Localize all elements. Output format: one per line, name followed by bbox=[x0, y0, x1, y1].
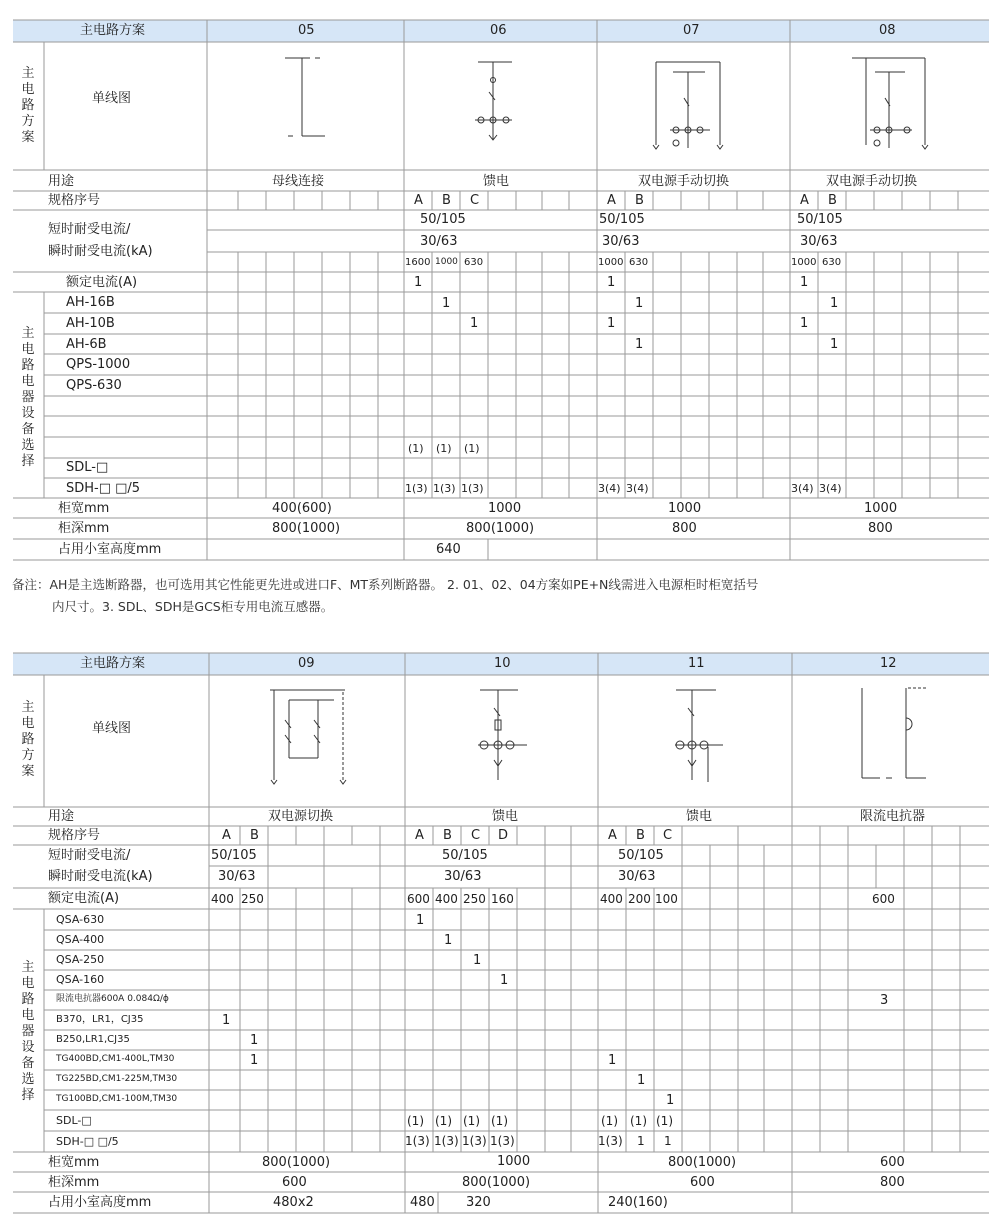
t2-sdl-11-b: (1) bbox=[630, 1114, 647, 1128]
t1-depth-05: 800(1000) bbox=[272, 521, 341, 536]
t2-spec-10-c: C bbox=[471, 828, 481, 843]
diagram-10 bbox=[478, 690, 527, 780]
t1-sdh-07-b: 3(4) bbox=[626, 482, 649, 495]
t2-ic-10: 30/63 bbox=[444, 869, 482, 884]
t1-width-08: 1000 bbox=[864, 501, 898, 516]
t1-sdh-06-a: 1(3) bbox=[405, 482, 428, 495]
t2-sdl-11-c: (1) bbox=[656, 1114, 673, 1128]
t2-rated-10-250: 250 bbox=[463, 892, 486, 906]
footnote-line-1: 备注：AH是主选断路器，也可选用其它性能更先进或进口F、MT系列断路器。 2. 01、02、04方案如PE+N线需进入电源柜时柜宽括号 bbox=[12, 577, 759, 592]
t1-ah16-06: 1 bbox=[442, 296, 451, 311]
t2-equip-b250: B250,LR1,CJ35 bbox=[56, 1034, 130, 1045]
t1-depth-07: 800 bbox=[672, 521, 697, 536]
t1-spec-07-b: B bbox=[635, 193, 644, 208]
t2-usage-09: 双电源切换 bbox=[268, 809, 334, 824]
t1-short-current-label-2: 瞬时耐受电流(kA) bbox=[48, 244, 153, 259]
t1-spec-06-a: A bbox=[414, 193, 423, 208]
t2-width-09: 800(1000) bbox=[262, 1155, 331, 1170]
t2-usage-10: 馈电 bbox=[492, 809, 519, 824]
t1-rated-08-val: 1 bbox=[800, 275, 809, 290]
t1-rated-current-label: 额定电流(A) bbox=[66, 275, 138, 290]
t1-sdh-08-b: 3(4) bbox=[819, 482, 842, 495]
diagram-07 bbox=[653, 62, 723, 149]
t1-sdl-06-a: (1) bbox=[408, 442, 424, 455]
t1-spec-06-b: B bbox=[442, 193, 451, 208]
t1-equip-sdh: SDH-□ □/5 bbox=[66, 481, 141, 496]
t2-sdh-10-c: 1(3) bbox=[462, 1134, 487, 1148]
t1-spec-07-a: A bbox=[607, 193, 616, 208]
t2-equip-tg225: TG225BD,CM1-225M,TM30 bbox=[56, 1074, 178, 1084]
t2-rated-11-400: 400 bbox=[600, 892, 623, 906]
t2-sdl-11-a: (1) bbox=[601, 1114, 618, 1128]
t1-spec-06-c: C bbox=[470, 193, 480, 208]
t2-rated-current-label: 额定电流(A) bbox=[48, 891, 120, 906]
t1-equip-qps630: QPS-630 bbox=[66, 378, 122, 393]
t1-sdh-06-c: 1(3) bbox=[461, 482, 484, 495]
t2-vertical-equip-label: 主电路电器设备选择 bbox=[21, 960, 35, 1103]
t1-sc-08: 50/105 bbox=[797, 212, 843, 227]
t1-rated-07-630: 630 bbox=[629, 257, 649, 268]
t1-ic-07: 30/63 bbox=[602, 234, 640, 249]
t2-width-12: 600 bbox=[880, 1155, 905, 1170]
t1-sdh-08-a: 3(4) bbox=[791, 482, 814, 495]
t2-equip-sdh: SDH-□ □/5 bbox=[56, 1135, 119, 1148]
footnote bbox=[12, 574, 992, 618]
t2-equip-tg400: TG400BD,CM1-400L,TM30 bbox=[56, 1054, 175, 1064]
t2-spec-09-b: B bbox=[250, 828, 259, 843]
t2-rated-10-600: 600 bbox=[407, 892, 430, 906]
diagram-05 bbox=[285, 58, 325, 136]
t1-vertical-scheme-label: 主电路方案 bbox=[21, 66, 35, 145]
diagram-12 bbox=[862, 688, 928, 778]
t2-header-col-12: 12 bbox=[880, 656, 897, 671]
table-1 bbox=[0, 0, 1000, 570]
t2-sdl-10-c: (1) bbox=[463, 1114, 480, 1128]
t1-usage-08: 双电源手动切换 bbox=[826, 174, 918, 189]
t2-ic-09: 30/63 bbox=[218, 869, 256, 884]
t2-height-10-a: 480 bbox=[410, 1195, 435, 1210]
t2-diagram-label: 单线图 bbox=[92, 721, 132, 736]
t1-ah6-07: 1 bbox=[635, 337, 644, 352]
t1-ic-08: 30/63 bbox=[800, 234, 838, 249]
t2-depth-label: 柜深mm bbox=[48, 1175, 100, 1190]
t2-sc-09: 50/105 bbox=[211, 848, 257, 863]
t2-equip-sdl: SDL-□ bbox=[56, 1114, 92, 1127]
t2-qsa160-10: 1 bbox=[500, 973, 509, 988]
t1-rated-06-630: 630 bbox=[464, 257, 484, 268]
t2-spec-11-a: A bbox=[608, 828, 617, 843]
t1-rated-07-val: 1 bbox=[607, 275, 616, 290]
table-2 bbox=[0, 650, 1000, 1220]
t2-depth-09: 600 bbox=[282, 1175, 307, 1190]
t1-rated-07-1000: 1000 bbox=[598, 257, 624, 268]
t1-width-07: 1000 bbox=[668, 501, 702, 516]
t2-sdh-11-b: 1 bbox=[637, 1134, 645, 1148]
diagram-09 bbox=[270, 690, 346, 784]
t2-height-10-b: 320 bbox=[466, 1195, 491, 1210]
t1-ah16-08: 1 bbox=[830, 296, 839, 311]
t2-usage-11: 馈电 bbox=[686, 809, 713, 824]
t2-rated-11-100: 100 bbox=[655, 892, 678, 906]
diagram-06 bbox=[475, 62, 512, 140]
t1-spec-label: 规格序号 bbox=[48, 193, 101, 208]
t2-rated-09-250: 250 bbox=[241, 892, 264, 906]
t1-height-label: 占用小室高度mm bbox=[58, 542, 162, 557]
t2-height-label: 占用小室高度mm bbox=[48, 1195, 152, 1210]
t1-header-scheme: 主电路方案 bbox=[80, 23, 146, 38]
t1-rated-06-1000: 1000 bbox=[435, 257, 458, 267]
t2-header-col-10: 10 bbox=[494, 656, 511, 671]
t2-usage-12: 限流电抗器 bbox=[860, 809, 926, 824]
t1-ic-06: 30/63 bbox=[420, 234, 458, 249]
t2-depth-10: 800(1000) bbox=[462, 1175, 531, 1190]
t2-rated-10-400: 400 bbox=[435, 892, 458, 906]
t1-rated-06-val: 1 bbox=[414, 275, 423, 290]
t1-depth-06: 800(1000) bbox=[466, 521, 535, 536]
t1-header-col-05: 05 bbox=[298, 23, 315, 38]
t2-sdl-10-b: (1) bbox=[435, 1114, 452, 1128]
t2-width-11: 800(1000) bbox=[668, 1155, 737, 1170]
t1-diagram-label: 单线图 bbox=[92, 91, 132, 106]
t2-spec-11-c: C bbox=[663, 828, 673, 843]
t1-rated-08-1000: 1000 bbox=[791, 257, 817, 268]
t1-spec-08-a: A bbox=[800, 193, 809, 208]
t2-equip-qsa160: QSA-160 bbox=[56, 973, 105, 986]
t2-short-current-label-1: 短时耐受电流/ bbox=[48, 848, 131, 863]
t2-ic-11: 30/63 bbox=[618, 869, 656, 884]
t2-spec-label: 规格序号 bbox=[48, 828, 101, 843]
t2-equip-qsa630: QSA-630 bbox=[56, 913, 105, 926]
t2-height-11: 240(160) bbox=[608, 1195, 668, 1210]
table-1-grid bbox=[0, 0, 1000, 570]
t1-equip-qps1000: QPS-1000 bbox=[66, 357, 131, 372]
t2-short-current-label-2: 瞬时耐受电流(kA) bbox=[48, 869, 153, 884]
t2-tg225-11: 1 bbox=[637, 1073, 646, 1088]
t2-sdh-10-d: 1(3) bbox=[490, 1134, 515, 1148]
t1-header-col-08: 08 bbox=[879, 23, 896, 38]
t2-rated-12-600: 600 bbox=[872, 892, 895, 906]
t2-header-col-11: 11 bbox=[688, 656, 705, 671]
t2-equip-qsa250: QSA-250 bbox=[56, 953, 105, 966]
t2-vertical-scheme-label: 主电路方案 bbox=[21, 700, 35, 779]
t1-rated-06-1600: 1600 bbox=[405, 257, 431, 268]
t2-spec-10-a: A bbox=[415, 828, 424, 843]
t2-width-10: 1000 bbox=[497, 1154, 531, 1169]
t2-tg400-09: 1 bbox=[250, 1053, 259, 1068]
t1-usage-06: 馈电 bbox=[483, 174, 510, 189]
t1-depth-label: 柜深mm bbox=[58, 521, 110, 536]
t1-width-06: 1000 bbox=[488, 501, 522, 516]
t2-tg100-11: 1 bbox=[666, 1093, 675, 1108]
t1-equip-ah10b: AH-10B bbox=[66, 316, 115, 331]
t1-sdh-06-b: 1(3) bbox=[433, 482, 456, 495]
t1-spec-08-b: B bbox=[828, 193, 837, 208]
t1-sc-06: 50/105 bbox=[420, 212, 466, 227]
t1-header-col-06: 06 bbox=[490, 23, 507, 38]
t2-spec-10-d: D bbox=[498, 828, 509, 843]
t1-vertical-equip-label: 主电路电器设备选择 bbox=[21, 326, 35, 469]
t2-equip-tg100: TG100BD,CM1-100M,TM30 bbox=[56, 1094, 178, 1104]
t1-usage-label: 用途 bbox=[48, 174, 75, 189]
t2-sdh-10-a: 1(3) bbox=[405, 1134, 430, 1148]
t2-b370-09: 1 bbox=[222, 1013, 231, 1028]
t2-height-09: 480x2 bbox=[273, 1195, 314, 1210]
t2-qsa400-10: 1 bbox=[444, 933, 453, 948]
t2-rated-09-400: 400 bbox=[211, 892, 234, 906]
t1-equip-sdl: SDL-□ bbox=[66, 460, 109, 475]
t2-usage-label: 用途 bbox=[48, 809, 75, 824]
t2-spec-10-b: B bbox=[443, 828, 452, 843]
t1-short-current-label-1: 短时耐受电流/ bbox=[48, 222, 131, 237]
t2-rated-10-160: 160 bbox=[491, 892, 514, 906]
t2-tg400-11: 1 bbox=[608, 1053, 617, 1068]
t2-sdh-10-b: 1(3) bbox=[434, 1134, 459, 1148]
footnote-line-2: 内尺寸。3. SDL、SDH是GCS柜专用电流互感器。 bbox=[52, 599, 334, 614]
t2-sc-10: 50/105 bbox=[442, 848, 488, 863]
t1-height-06: 640 bbox=[436, 542, 461, 557]
t2-sc-11: 50/105 bbox=[618, 848, 664, 863]
t2-sdl-10-a: (1) bbox=[407, 1114, 424, 1128]
t1-ah10-08: 1 bbox=[800, 316, 809, 331]
t1-width-05: 400(600) bbox=[272, 501, 332, 516]
t2-qsa250-10: 1 bbox=[473, 953, 482, 968]
t1-ah6-08: 1 bbox=[830, 337, 839, 352]
t2-equip-reactor: 限流电抗器600A 0.084Ω/ϕ bbox=[56, 994, 169, 1004]
t2-depth-11: 600 bbox=[690, 1175, 715, 1190]
t1-equip-ah16b: AH-16B bbox=[66, 295, 115, 310]
t1-usage-07: 双电源手动切换 bbox=[638, 174, 730, 189]
t1-sdh-07-a: 3(4) bbox=[598, 482, 621, 495]
t2-b250-09: 1 bbox=[250, 1033, 259, 1048]
t2-sdl-10-d: (1) bbox=[491, 1114, 508, 1128]
t1-depth-08: 800 bbox=[868, 521, 893, 536]
t1-rated-08-630: 630 bbox=[822, 257, 842, 268]
t2-width-label: 柜宽mm bbox=[48, 1155, 100, 1170]
t2-rated-11-200: 200 bbox=[628, 892, 651, 906]
t2-qsa630-10: 1 bbox=[416, 913, 425, 928]
t2-spec-11-b: B bbox=[636, 828, 645, 843]
t1-sdl-06-c: (1) bbox=[464, 442, 480, 455]
t1-width-label: 柜宽mm bbox=[58, 501, 110, 516]
diagram-08 bbox=[852, 58, 928, 149]
t2-header-scheme: 主电路方案 bbox=[80, 656, 146, 671]
t2-equip-qsa400: QSA-400 bbox=[56, 933, 105, 946]
t1-ah10-06: 1 bbox=[470, 316, 479, 331]
diagram-11 bbox=[675, 690, 723, 782]
t2-sdh-11-c: 1 bbox=[664, 1134, 672, 1148]
t1-header-col-07: 07 bbox=[683, 23, 700, 38]
t2-depth-12: 800 bbox=[880, 1175, 905, 1190]
t1-sc-07: 50/105 bbox=[599, 212, 645, 227]
t2-equip-b370: B370，LR1，CJ35 bbox=[56, 1014, 144, 1025]
t1-ah16-07: 1 bbox=[635, 296, 644, 311]
t1-ah10-07: 1 bbox=[607, 316, 616, 331]
t1-usage-05: 母线连接 bbox=[272, 174, 325, 189]
t2-header-col-09: 09 bbox=[298, 656, 315, 671]
t2-sdh-11-a: 1(3) bbox=[598, 1134, 623, 1148]
t1-equip-ah6b: AH-6B bbox=[66, 337, 107, 352]
t1-sdl-06-b: (1) bbox=[436, 442, 452, 455]
t2-spec-09-a: A bbox=[222, 828, 231, 843]
t2-reactor-12: 3 bbox=[880, 993, 889, 1008]
